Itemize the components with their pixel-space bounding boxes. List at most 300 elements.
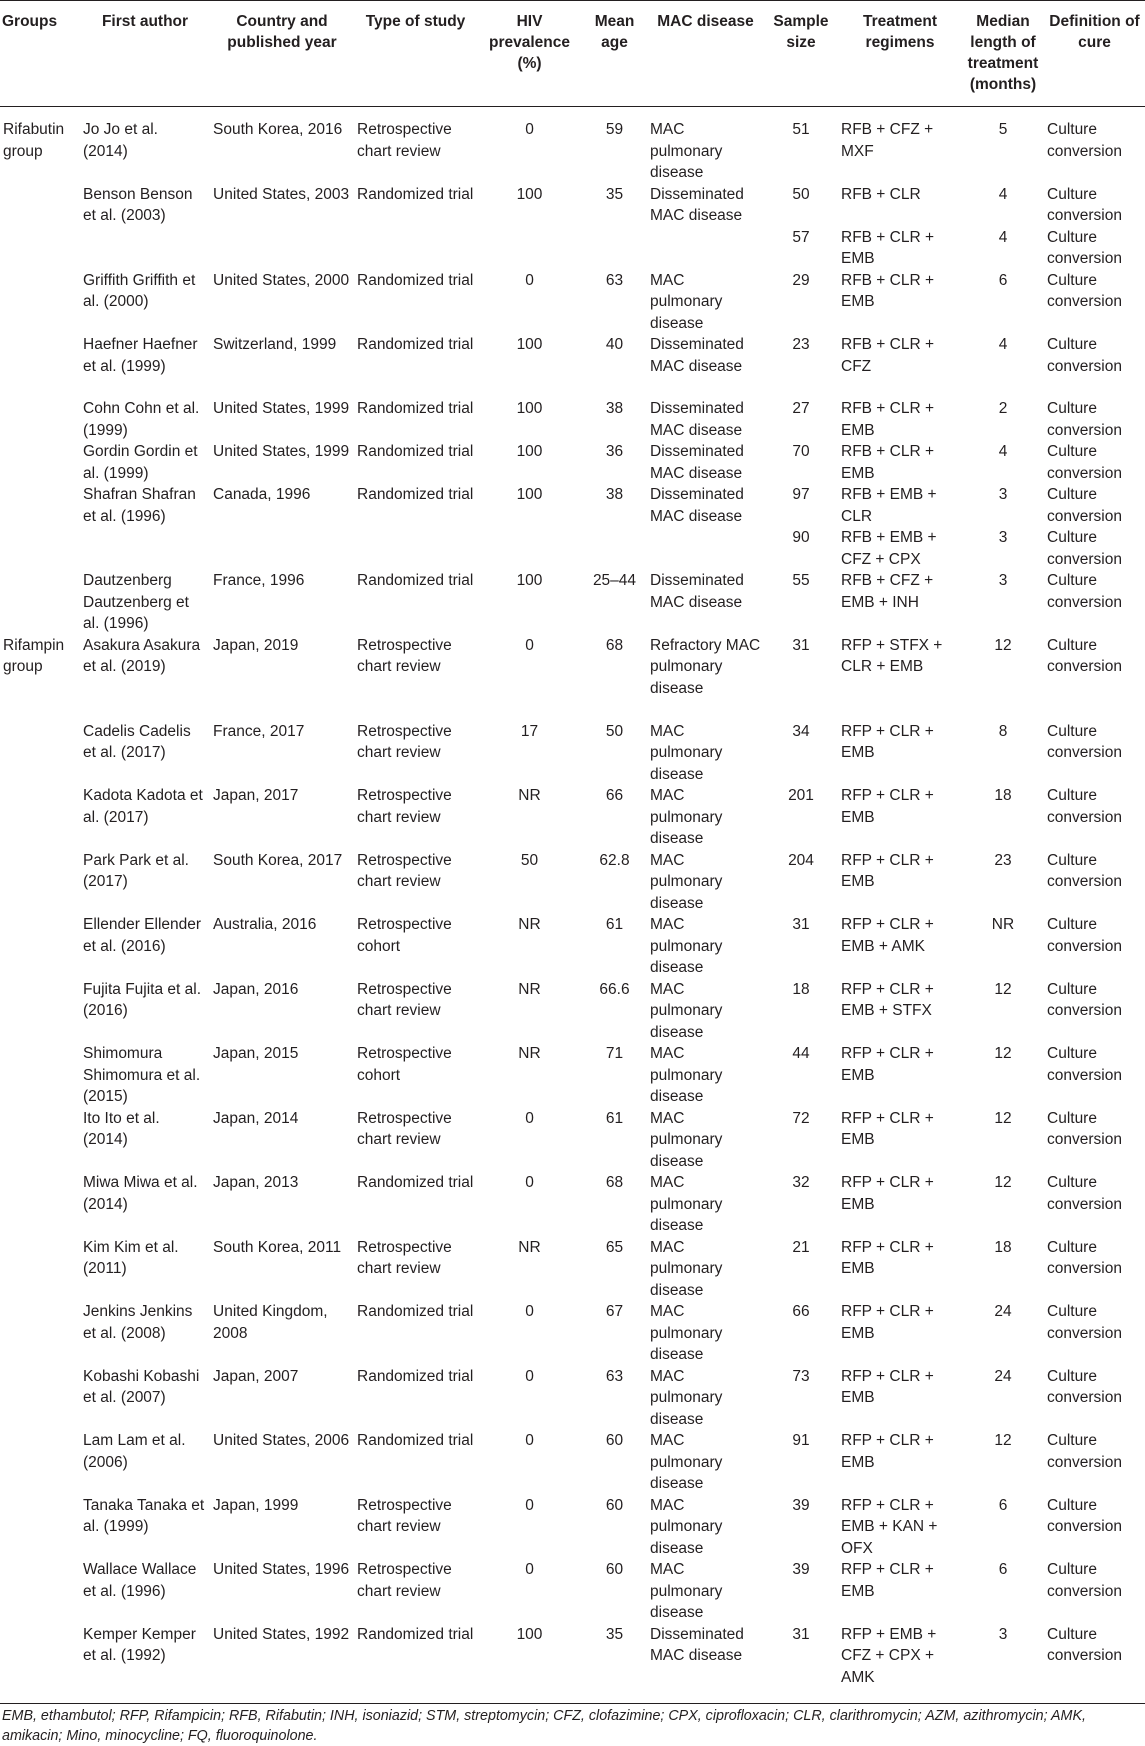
cell-study-type: Randomized trial (357, 185, 474, 203)
cell-hiv-prevalence: 0 (525, 1496, 534, 1514)
header-study-type: Type of study (365, 13, 466, 30)
cell-median-length: 2 (998, 400, 1008, 417)
header-mean-age: Mean age (594, 13, 635, 51)
cell-study-type: Randomized trial (357, 1367, 474, 1385)
cell-first-author: Shimomura Shimomura et al. (2015) (83, 1045, 201, 1105)
cell-treatment-regimens: RFP + CLR + EMB + KAN + OFX (841, 1496, 938, 1557)
cell-study-type: Retrospective cohort (357, 1045, 452, 1084)
cell-mac-disease: MAC pulmonary disease (650, 1174, 723, 1234)
cell-study-type (354, 527, 477, 570)
cell-treatment-regimens: RFP + CLR + EMB (841, 722, 934, 761)
cell-mean-age: 61 (605, 916, 624, 933)
cell-mean-age: 60 (605, 1432, 624, 1449)
cell-sample-size: 44 (792, 1045, 810, 1062)
cell-sample-size: 31 (792, 916, 810, 933)
cell-mac-disease: MAC pulmonary disease (650, 1432, 723, 1492)
cell-mac-disease: Disseminated MAC disease (650, 336, 744, 375)
cell-hiv-prevalence: 0 (525, 1561, 534, 1578)
cell-median-length: 3 (998, 1625, 1008, 1643)
cell-first-author (80, 527, 210, 570)
cell-first-author: Fujita Fujita et al. (2016) (83, 980, 202, 1019)
cell-study-type: Randomized trial (357, 443, 474, 460)
cell-mac-disease: Refractory MAC pulmonary disease (650, 636, 761, 697)
cell-country-year: United States, 1992 (213, 1625, 350, 1643)
cell-hiv-prevalence (477, 227, 582, 270)
cell-mac-disease: Disseminated MAC disease (650, 400, 744, 439)
table-row (0, 979, 1145, 1044)
cell-treatment-regimens: RFP + STFX + CLR + EMB (841, 636, 943, 675)
cell-mac-disease: MAC pulmonary disease (650, 1238, 723, 1299)
table-row (0, 270, 1145, 335)
cell-median-length: 12 (994, 1174, 1012, 1191)
cell-country-year: Japan, 2013 (213, 1174, 299, 1191)
cell-sample-size: 31 (792, 1625, 810, 1643)
cell-mean-age: 35 (605, 185, 624, 203)
table-row (0, 484, 1145, 527)
cell-country-year: Japan, 2017 (213, 787, 299, 804)
cell-mac-disease: MAC pulmonary disease (650, 787, 723, 847)
cell-median-length: 6 (998, 1496, 1008, 1514)
table-row (0, 1108, 1145, 1173)
cell-mac-disease: MAC pulmonary disease (650, 1367, 723, 1428)
cell-groups (0, 441, 80, 484)
table-row (0, 1495, 1145, 1560)
cell-country-year: South Korea, 2016 (213, 121, 343, 138)
cell-sample-size: 97 (792, 486, 810, 503)
cell-first-author: Park Park et al. (2017) (83, 851, 189, 890)
cell-sample-size: 21 (792, 1238, 810, 1256)
header-hiv-prevalence: HIV prevalence (%) (489, 13, 570, 72)
cell-treatment-regimens: RFP + CLR + EMB (841, 1045, 934, 1084)
cell-treatment-regimens: RFP + CLR + EMB + STFX (841, 980, 934, 1019)
cell-sample-size: 201 (788, 787, 814, 804)
cell-sample-size: 91 (792, 1432, 810, 1449)
cell-median-length: 3 (998, 486, 1008, 503)
cell-treatment-regimens: RFP + CLR + EMB (841, 1561, 934, 1600)
cell-first-author: Shafran Shafran et al. (1996) (83, 486, 196, 525)
cell-median-length: 12 (994, 1109, 1012, 1127)
cell-mean-age: 71 (605, 1045, 624, 1062)
cell-mean-age (582, 527, 647, 570)
cell-hiv-prevalence: 0 (525, 1432, 534, 1449)
cell-treatment-regimens: RFP + CLR + EMB (841, 1367, 934, 1406)
cell-median-length: 23 (994, 851, 1012, 869)
cell-definition-of-cure: Culture conversion (1047, 185, 1122, 224)
header-mac-disease: MAC disease (657, 13, 754, 30)
table-row (0, 914, 1145, 979)
cell-country-year (210, 527, 354, 570)
cell-mac-disease: MAC pulmonary disease (650, 916, 723, 976)
cell-study-type: Randomized trial (357, 1432, 474, 1449)
cell-study-type: Retrospective chart review (357, 1561, 452, 1600)
cell-first-author: Jenkins Jenkins et al. (2008) (83, 1303, 193, 1342)
cell-hiv-prevalence: 0 (525, 1367, 534, 1385)
cell-median-length: 5 (998, 121, 1008, 138)
header-treatment-regimens: Treatment regimens (862, 13, 938, 51)
cell-first-author: Benson Benson et al. (2003) (83, 185, 193, 224)
cell-median-length: 18 (994, 1238, 1012, 1256)
cell-groups (0, 1237, 80, 1302)
cell-country-year: France, 1996 (213, 572, 305, 589)
cell-definition-of-cure: Culture conversion (1047, 572, 1122, 611)
cell-mean-age: 66.6 (599, 980, 630, 998)
cell-hiv-prevalence: NR (518, 1045, 541, 1062)
cell-mac-disease: MAC pulmonary disease (650, 1303, 723, 1363)
cell-mean-age: 61 (605, 1109, 624, 1127)
cell-definition-of-cure: Culture conversion (1047, 486, 1122, 525)
table-row (0, 1624, 1145, 1690)
cell-mac-disease (647, 227, 764, 270)
cell-median-length: 18 (994, 787, 1012, 804)
cell-hiv-prevalence: 17 (520, 722, 539, 740)
cell-median-length: 6 (998, 1561, 1008, 1578)
cell-country-year: South Korea, 2011 (213, 1238, 342, 1256)
cell-median-length: 12 (994, 636, 1012, 654)
cell-first-author (80, 227, 210, 270)
cell-study-type: Retrospective chart review (357, 636, 452, 675)
cell-mean-age: 38 (605, 486, 624, 503)
cell-country-year: United Kingdom, 2008 (213, 1303, 328, 1342)
cell-definition-of-cure: Culture conversion (1047, 851, 1122, 890)
cell-hiv-prevalence: NR (518, 1238, 541, 1256)
cell-groups (0, 721, 80, 786)
cell-study-type: Retrospective chart review (357, 787, 452, 826)
cell-hiv-prevalence: 0 (525, 121, 534, 138)
cell-mac-disease: MAC pulmonary disease (650, 980, 723, 1041)
cell-mac-disease: MAC pulmonary disease (650, 1496, 723, 1557)
cell-first-author: Haefner Haefner et al. (1999) (83, 336, 198, 375)
cell-definition-of-cure: Culture conversion (1047, 121, 1122, 160)
cell-hiv-prevalence: NR (518, 980, 541, 998)
cell-study-type: Retrospective chart review (357, 1496, 452, 1535)
table-row (0, 721, 1145, 786)
cell-mac-disease: MAC pulmonary disease (650, 722, 723, 783)
cell-mean-age: 63 (605, 1367, 624, 1385)
cell-groups (0, 979, 80, 1044)
cell-treatment-regimens: RFP + CLR + EMB (841, 787, 934, 826)
cell-sample-size: 50 (792, 185, 810, 203)
table-row (0, 107, 1145, 184)
cell-first-author: Dautzenberg Dautzenberg et al. (1996) (83, 572, 189, 632)
cell-groups (0, 270, 80, 335)
cell-groups (0, 850, 80, 915)
cell-mean-age: 60 (605, 1561, 624, 1578)
cell-treatment-regimens: RFB + CFZ + MXF (841, 121, 934, 160)
cell-definition-of-cure: Culture conversion (1047, 916, 1122, 955)
cell-median-length: 24 (994, 1303, 1012, 1320)
table-row (0, 635, 1145, 721)
cell-mean-age: 65 (605, 1238, 624, 1256)
cell-first-author: Kemper Kemper et al. (1992) (83, 1625, 196, 1664)
cell-mean-age (582, 227, 647, 270)
cell-study-type: Randomized trial (357, 572, 474, 589)
cell-treatment-regimens: RFP + CLR + EMB (841, 851, 934, 890)
cell-first-author: Ellender Ellender et al. (2016) (83, 916, 202, 955)
cell-median-length: 4 (998, 185, 1008, 203)
cell-hiv-prevalence: 100 (516, 336, 543, 353)
cell-study-type: Retrospective chart review (357, 980, 452, 1019)
cell-mean-age: 59 (605, 121, 624, 138)
cell-country-year: South Korea, 2017 (213, 851, 343, 869)
cell-treatment-regimens: RFP + CLR + EMB (841, 1109, 934, 1148)
cell-country-year: Japan, 2014 (213, 1109, 299, 1127)
cell-hiv-prevalence: 100 (516, 443, 543, 460)
cell-definition-of-cure: Culture conversion (1047, 1109, 1122, 1148)
cell-mean-age: 68 (605, 636, 624, 654)
cell-definition-of-cure: Culture conversion (1047, 1561, 1122, 1600)
cell-country-year: United States, 2000 (213, 271, 350, 289)
cell-mean-age: 60 (605, 1496, 624, 1514)
cell-mac-disease: Disseminated MAC disease (650, 1625, 744, 1664)
cell-study-type: Retrospective chart review (357, 722, 452, 761)
cell-median-length: 3 (998, 572, 1008, 589)
cell-definition-of-cure: Culture conversion (1047, 1432, 1122, 1471)
cell-hiv-prevalence (477, 527, 582, 570)
cell-mac-disease (647, 527, 764, 570)
cell-country-year: United States, 1999 (213, 443, 350, 460)
cell-study-type: Randomized trial (357, 336, 474, 353)
cell-sample-size: 66 (792, 1303, 810, 1320)
cell-sample-size: 72 (792, 1109, 810, 1127)
cell-groups (0, 527, 80, 570)
cell-groups (0, 1043, 80, 1108)
cell-first-author: Tanaka Tanaka et al. (1999) (83, 1496, 205, 1535)
cell-treatment-regimens: RFP + CLR + EMB + AMK (841, 916, 934, 955)
cell-mean-age: 25–44 (592, 572, 637, 589)
cell-first-author: Wallace Wallace et al. (1996) (83, 1561, 197, 1600)
cell-median-length: 6 (998, 271, 1008, 289)
cell-treatment-regimens: RFP + CLR + EMB (841, 1238, 934, 1277)
cell-groups (0, 398, 80, 441)
table-row (0, 527, 1145, 570)
cell-groups (0, 484, 80, 527)
cell-sample-size: 27 (792, 400, 810, 417)
cell-groups (0, 1366, 80, 1431)
cell-first-author: Miwa Miwa et al. (2014) (83, 1174, 198, 1213)
cell-median-length: 4 (998, 228, 1008, 246)
cell-median-length: 8 (998, 722, 1008, 740)
cell-hiv-prevalence: 100 (516, 185, 543, 203)
header-row (0, 1, 1145, 107)
cell-hiv-prevalence: 0 (525, 271, 534, 289)
cell-definition-of-cure: Culture conversion (1047, 1174, 1122, 1213)
cell-first-author: Lam Lam et al. (2006) (83, 1432, 186, 1471)
cell-treatment-regimens: RFB + CLR + CFZ (841, 336, 935, 375)
cell-sample-size: 39 (792, 1561, 810, 1578)
cell-median-length: 4 (998, 443, 1008, 460)
cell-sample-size: 51 (792, 121, 810, 138)
cell-first-author: Kadota Kadota et al. (2017) (83, 787, 203, 826)
cell-groups (0, 1172, 80, 1237)
cell-median-length: 4 (998, 336, 1008, 353)
cell-groups: Rifampin group (3, 636, 65, 675)
cell-first-author: Cadelis Cadelis et al. (2017) (83, 722, 191, 761)
cell-study-type: Randomized trial (357, 400, 474, 417)
cell-country-year: Japan, 2019 (213, 636, 299, 654)
cell-sample-size: 73 (792, 1367, 810, 1385)
table-row (0, 1430, 1145, 1495)
header-country-year: Country and published year (227, 13, 337, 51)
cell-study-type: Retrospective chart review (357, 1109, 452, 1148)
cell-sample-size: 70 (792, 443, 810, 460)
cell-country-year: United States, 1999 (213, 400, 350, 417)
header-groups: Groups (2, 13, 58, 30)
cell-definition-of-cure: Culture conversion (1047, 228, 1122, 267)
cell-groups (0, 334, 80, 398)
cell-median-length: NR (991, 916, 1015, 933)
cell-hiv-prevalence: 0 (525, 1109, 534, 1127)
cell-hiv-prevalence: 100 (516, 486, 543, 503)
cell-study-type: Retrospective chart review (357, 851, 452, 890)
header-first-author: First author (101, 13, 189, 30)
cell-mean-age: 50 (605, 722, 624, 740)
cell-definition-of-cure: Culture conversion (1047, 1238, 1122, 1277)
cell-median-length: 3 (998, 529, 1008, 546)
table-row (0, 1237, 1145, 1302)
table-row (0, 785, 1145, 850)
table-row (0, 570, 1145, 635)
cell-treatment-regimens: RFP + CLR + EMB (841, 1432, 934, 1471)
table-row (0, 1559, 1145, 1624)
cell-mac-disease: Disseminated MAC disease (650, 572, 744, 611)
cell-treatment-regimens: RFB + CLR (841, 185, 921, 203)
cell-hiv-prevalence: NR (518, 916, 541, 933)
cell-mean-age: 38 (605, 400, 624, 417)
cell-median-length: 12 (994, 1045, 1012, 1062)
cell-study-type: Randomized trial (357, 271, 474, 289)
cell-median-length: 12 (994, 1432, 1012, 1449)
cell-country-year: United States, 2003 (213, 185, 350, 203)
cell-hiv-prevalence: 0 (525, 636, 534, 654)
cell-mac-disease: MAC pulmonary disease (650, 851, 723, 912)
table-row (0, 850, 1145, 915)
cell-treatment-regimens: RFP + EMB + CFZ + CPX + AMK (841, 1625, 937, 1686)
cell-first-author: Asakura Asakura et al. (2019) (83, 636, 201, 675)
cell-treatment-regimens: RFB + CLR + EMB (841, 443, 935, 482)
cell-mac-disease: Disseminated MAC disease (650, 185, 744, 224)
cell-first-author: Cohn Cohn et al. (1999) (83, 400, 200, 439)
table-row (0, 1301, 1145, 1366)
cell-definition-of-cure: Culture conversion (1047, 636, 1122, 675)
cell-definition-of-cure: Culture conversion (1047, 336, 1122, 375)
cell-mac-disease: Disseminated MAC disease (650, 486, 744, 525)
cell-first-author: Gordin Gordin et al. (1999) (83, 443, 198, 482)
cell-hiv-prevalence: 50 (520, 851, 539, 869)
cell-hiv-prevalence: 100 (516, 572, 543, 589)
cell-sample-size: 29 (792, 271, 810, 289)
cell-treatment-regimens: RFB + CLR + EMB (841, 271, 935, 310)
cell-study-type: Randomized trial (357, 1625, 474, 1643)
cell-mean-age: 67 (605, 1303, 624, 1320)
cell-sample-size: 55 (792, 572, 810, 589)
cell-country-year: Switzerland, 1999 (213, 336, 337, 353)
cell-mean-age: 66 (605, 787, 624, 804)
cell-groups (0, 1430, 80, 1495)
cell-mac-disease: MAC pulmonary disease (650, 121, 723, 181)
cell-groups (0, 184, 80, 227)
cell-sample-size: 57 (792, 228, 810, 246)
cell-sample-size: 90 (792, 529, 810, 546)
cell-country-year: Japan, 2016 (213, 980, 299, 998)
cell-treatment-regimens: RFB + CLR + EMB (841, 228, 935, 267)
table-row (0, 1172, 1145, 1237)
table-row (0, 334, 1145, 398)
cell-hiv-prevalence: 100 (516, 400, 543, 417)
cell-sample-size: 204 (788, 851, 814, 869)
cell-definition-of-cure: Culture conversion (1047, 443, 1122, 482)
header-median-length: Median length of treatment (months) (967, 13, 1039, 93)
cell-groups: Rifabutin group (3, 121, 65, 160)
table-row (0, 1366, 1145, 1431)
cell-definition-of-cure: Culture conversion (1047, 1303, 1122, 1342)
cell-definition-of-cure: Culture conversion (1047, 1367, 1122, 1406)
cell-hiv-prevalence: 0 (525, 1303, 534, 1320)
table-row (0, 227, 1145, 270)
cell-study-type: Retrospective chart review (357, 1238, 452, 1277)
cell-median-length: 12 (994, 980, 1012, 998)
cell-definition-of-cure: Culture conversion (1047, 529, 1122, 568)
cell-treatment-regimens: RFP + CLR + EMB (841, 1174, 934, 1213)
cell-country-year: Canada, 1996 (213, 486, 311, 503)
cell-mean-age: 40 (605, 336, 624, 353)
table-row (0, 184, 1145, 227)
cell-groups (0, 785, 80, 850)
table-row (0, 398, 1145, 441)
footnote: EMB, ethambutol; RFP, Rifampicin; RFB, Rifabutin; INH, isoniazid; STM, streptomycin; CFZ, clofazimine; CPX, ciprofloxacin; CLR, clarithromycin; AZM, azithromycin; AMK, amikacin; Mino, minocycline; FQ, fluoroquinolone. (2, 1708, 1086, 1744)
cell-country-year: Japan, 1999 (213, 1496, 299, 1514)
cell-mean-age: 68 (605, 1174, 624, 1191)
cell-mac-disease: MAC pulmonary disease (650, 271, 723, 332)
cell-study-type: Randomized trial (357, 1303, 474, 1320)
cell-first-author: Kobashi Kobashi et al. (2007) (83, 1367, 200, 1406)
cell-first-author: Ito Ito et al. (2014) (83, 1109, 160, 1148)
table-bottom-rule (0, 1703, 1145, 1704)
cell-groups (0, 570, 80, 635)
cell-groups (0, 1559, 80, 1624)
header-definition-of-cure: Definition of cure (1049, 13, 1140, 51)
cell-country-year: France, 2017 (213, 722, 305, 740)
cell-definition-of-cure: Culture conversion (1047, 1625, 1122, 1664)
cell-hiv-prevalence: NR (518, 787, 541, 804)
cell-definition-of-cure: Culture conversion (1047, 1496, 1122, 1535)
cell-country-year: Australia, 2016 (213, 916, 317, 933)
cell-groups (0, 914, 80, 979)
cell-sample-size: 34 (792, 722, 810, 740)
cell-country-year: Japan, 2015 (213, 1045, 299, 1062)
cell-groups (0, 1108, 80, 1173)
cell-mean-age: 62.8 (599, 851, 630, 869)
cell-country-year: United States, 1996 (213, 1561, 350, 1578)
cell-definition-of-cure: Culture conversion (1047, 271, 1122, 310)
cell-treatment-regimens: RFP + CLR + EMB (841, 1303, 934, 1342)
cell-treatment-regimens: RFB + CFZ + EMB + INH (841, 572, 934, 611)
cell-treatment-regimens: RFB + EMB + CLR (841, 486, 937, 525)
cell-first-author: Griffith Griffith et al. (2000) (83, 271, 196, 310)
cell-definition-of-cure: Culture conversion (1047, 787, 1122, 826)
cell-definition-of-cure: Culture conversion (1047, 722, 1122, 761)
cell-study-type (354, 227, 477, 270)
header-sample-size: Sample size (773, 13, 829, 51)
cell-sample-size: 18 (792, 980, 810, 998)
cell-groups (0, 1495, 80, 1560)
cell-groups (0, 227, 80, 270)
cell-mac-disease: MAC pulmonary disease (650, 1045, 723, 1105)
cell-treatment-regimens: RFB + EMB + CFZ + CPX (841, 529, 937, 568)
cell-hiv-prevalence: 100 (516, 1625, 543, 1643)
cell-country-year: United States, 2006 (213, 1432, 350, 1449)
cell-definition-of-cure: Culture conversion (1047, 400, 1122, 439)
table-row (0, 1043, 1145, 1108)
